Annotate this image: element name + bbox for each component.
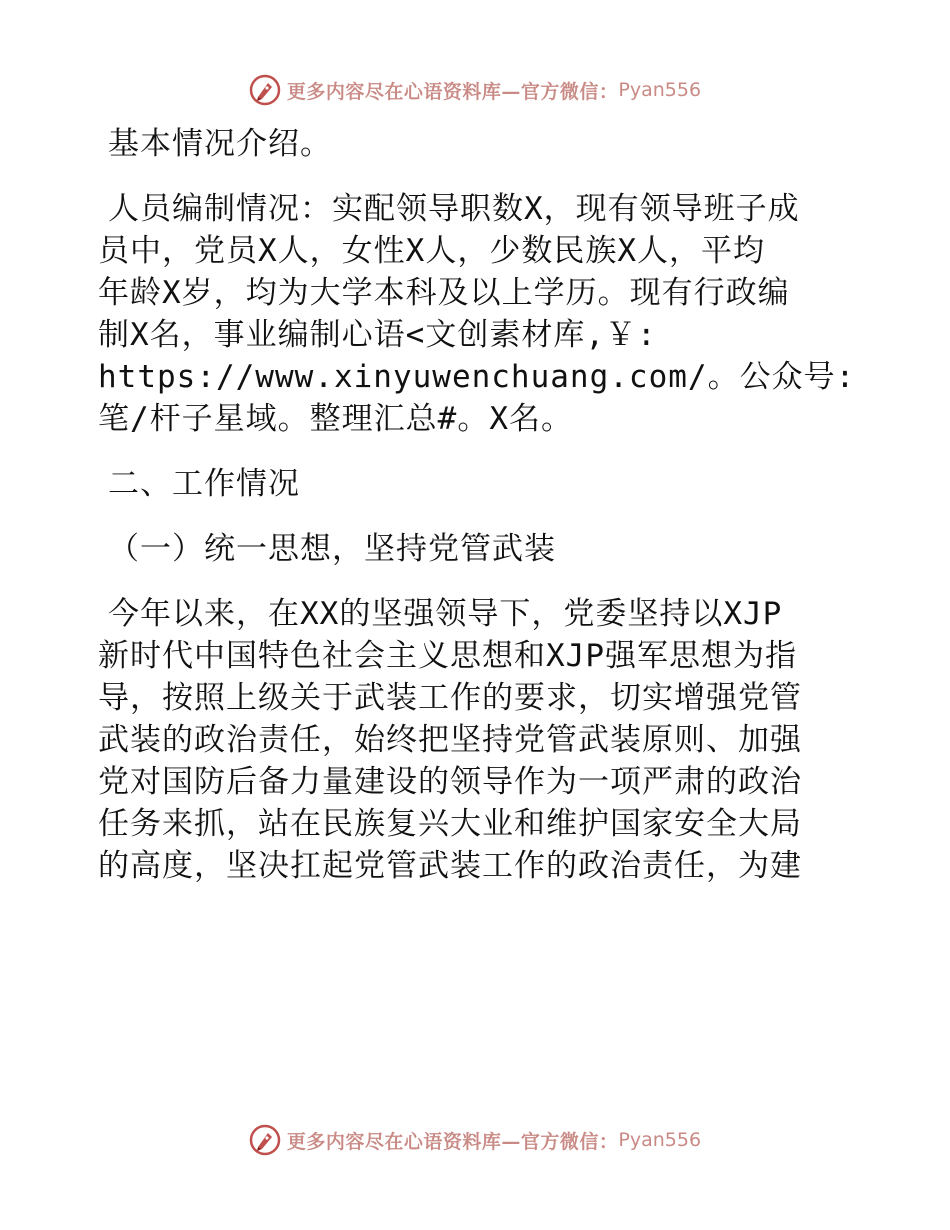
text-line: 新时代中国特色社会主义思想和XJP强军思想为指 xyxy=(98,638,797,674)
watermark-text: 更多内容尽在心语资料库—官方微信： xyxy=(286,1130,619,1153)
text-line: 今年以来，在XX的坚强领导下，党委坚持以XJP xyxy=(108,596,783,632)
document-body xyxy=(98,123,858,910)
paragraph-staffing xyxy=(98,188,858,440)
pen-nib-logo-icon xyxy=(249,74,281,106)
text-line: 笔/杆子星域。整理汇总#。X名。 xyxy=(98,401,573,437)
text-line: 的高度，坚决扛起党管武装工作的政治责任，为建 xyxy=(98,848,802,884)
subsection-heading-unify xyxy=(98,528,858,570)
text-line: 任务来抓，站在民族复兴大业和维护国家安全大局 xyxy=(98,806,802,842)
text-line: 武装的政治责任，始终把坚持党管武装原则、加强 xyxy=(98,722,802,758)
header-watermark xyxy=(0,70,950,110)
watermark-contact: Pyan556 xyxy=(618,79,702,101)
footer-watermark xyxy=(0,1120,950,1160)
text-line: 基本情况介绍。 xyxy=(108,126,332,162)
text-line: 二、工作情况 xyxy=(108,466,300,502)
paragraph-leadership xyxy=(98,593,858,887)
text-line: 员中，党员X人，女性X人，少数民族X人，平均 xyxy=(98,233,765,269)
text-line: 制X名，事业编制心语<文创素材库,￥: xyxy=(98,317,657,353)
text-line: 党对国防后备力量建设的领导作为一项严肃的政治 xyxy=(98,764,802,800)
text-line: 年龄X岁，均为大学本科及以上学历。现有行政编 xyxy=(98,275,790,311)
watermark-contact: Pyan556 xyxy=(618,1129,702,1151)
text-line: 导，按照上级关于武装工作的要求，切实增强党管 xyxy=(98,680,802,716)
watermark-text: 更多内容尽在心语资料库—官方微信： xyxy=(286,80,619,103)
text-line: 人员编制情况：实配领导职数X，现有领导班子成 xyxy=(108,191,800,227)
text-line: （一）统一思想，坚持党管武装 xyxy=(108,531,556,567)
section-heading-work xyxy=(98,463,858,505)
pen-nib-logo-icon xyxy=(249,1124,281,1156)
text-line: https://www.xinyuwenchuang.com/。公众号: xyxy=(98,359,856,395)
paragraph-basic-intro xyxy=(98,123,858,165)
